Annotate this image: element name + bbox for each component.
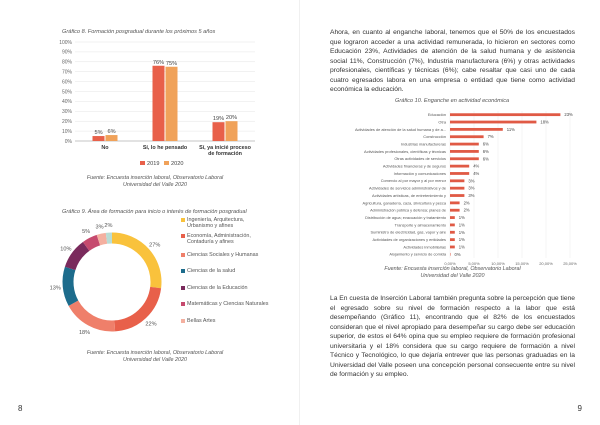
chart10-bar bbox=[450, 165, 469, 168]
chart8-title: Gráfico 8. Formación posgradual durante los próximos 5 años bbox=[62, 29, 216, 35]
chart10-data-label: 7% bbox=[487, 134, 494, 140]
chart9-slice bbox=[70, 246, 86, 268]
chart10-x-tick: 20,00% bbox=[539, 261, 553, 266]
chart8-y-tick: 10% bbox=[61, 128, 72, 135]
chart8-bar-2019 bbox=[213, 122, 225, 141]
chart8-data-label: 76% bbox=[152, 59, 165, 66]
chart9-slice bbox=[115, 288, 156, 326]
chart10-category-label: Educación bbox=[427, 112, 446, 118]
chart10-category-label: Agricultura, ganadería, caza, silvicultura y pesca bbox=[362, 200, 446, 206]
chart8-y-tick: 60% bbox=[61, 79, 72, 86]
chart10-bar bbox=[450, 157, 479, 160]
chart8-legend-swatch bbox=[140, 161, 145, 165]
chart8-data-label: 6% bbox=[107, 129, 116, 136]
chart10-bar bbox=[450, 187, 464, 190]
chart9-legend-label: Bellas Artes bbox=[187, 318, 216, 324]
chart10-data-label: 6% bbox=[482, 156, 489, 162]
chart10-bar bbox=[450, 231, 455, 234]
paragraph-formation-perception: La En cuesta de Inserción Laboral también pregunta sobre la percepción que tiene el egresado sobre su nivel de formación respecto a la labor que está desempeñando (Gráfico 11), encontrando que el 82% de los encuestados consideran que el nivel apropiado para desempeñar su cargo debe ser educación superior, de estos el 64% opina que su empleo requiere de formación profesional universitaria y el 18% considera que su cargo requiere de formación a nivel Técnico y Tecnológico, lo que dejaría entrever que las personas graduadas en la Universidad del Valle poseen una concepción personal consecuente entre su nivel de formación y su empleo. bbox=[330, 295, 576, 379]
chart8-caption-line2: Universidad del Valle 2020 bbox=[123, 182, 187, 189]
chart10-category-label: Actividades de organizaciones y entidades bbox=[372, 237, 446, 243]
chart10-data-label: 3% bbox=[468, 178, 475, 184]
chart9-legend-item bbox=[181, 233, 271, 246]
chart10-x-tick: 0,00% bbox=[444, 261, 456, 266]
chart9-legend-label: Ingeniería, Arquitectura, Urbanismo y afines bbox=[187, 217, 245, 230]
chart9-legend-item bbox=[181, 285, 271, 291]
chart10-bar bbox=[450, 135, 484, 138]
chart8-bar-2020 bbox=[106, 135, 118, 141]
chart10-data-label: 11% bbox=[506, 126, 515, 132]
chart10-data-label: 1% bbox=[458, 215, 465, 221]
chart10-x-tick: 5,00% bbox=[468, 261, 480, 266]
chart9-legend-item bbox=[181, 217, 271, 230]
chart10-category-label: Actividades inmobiliarias bbox=[403, 244, 446, 250]
chart10-data-label: 3% bbox=[468, 193, 475, 199]
chart8-category-label: Sí, lo he pensado bbox=[142, 145, 188, 151]
chart10-data-label: 23% bbox=[564, 112, 573, 118]
chart8-legend-label: 2020 bbox=[171, 161, 184, 167]
page-number-right: 9 bbox=[577, 404, 582, 413]
chart8-bar-2020 bbox=[166, 67, 178, 141]
chart10-caption-line2: Universidad del Valle 2020 bbox=[420, 273, 485, 280]
chart9-title: Gráfico 9. Área de formación para inicio o interés de formación posgradual bbox=[62, 209, 247, 215]
chart10-data-label: 18% bbox=[540, 119, 549, 125]
chart10-bar bbox=[450, 128, 503, 131]
chart8-caption bbox=[40, 175, 270, 190]
chart10-bar bbox=[450, 238, 455, 241]
chart8-y-tick: 50% bbox=[61, 89, 72, 96]
chart9-slice-label: 10% bbox=[60, 246, 72, 253]
chart8-y-tick: 100% bbox=[59, 39, 72, 46]
chart9-caption-line1: Fuente: Encuesta inserción laboral, Observatorio Laboral bbox=[86, 350, 224, 356]
chart9-slice-label: 18% bbox=[78, 329, 91, 336]
chart10-data-label: 6% bbox=[482, 148, 489, 154]
chart10-caption-line1: Fuente: Encuesta inserción laboral, Observatorio Laboral bbox=[384, 266, 521, 272]
chart10-category-label: Actividades de atención de la salud humana y de a... bbox=[354, 126, 446, 132]
chart9-slice-label: 5% bbox=[82, 229, 91, 236]
chart9-slice bbox=[68, 268, 73, 303]
chart9-legend-swatch bbox=[181, 319, 185, 323]
chart10-data-label: 4% bbox=[473, 163, 480, 169]
chart8-legend-label: 2019 bbox=[147, 161, 160, 167]
chart10-data-label: 1% bbox=[458, 222, 465, 228]
chart9-slice bbox=[98, 238, 106, 240]
chart10-x-tick: 25,00% bbox=[563, 261, 577, 266]
chart10-x-tick: 15,00% bbox=[515, 261, 529, 266]
chart10-x-tick: 10,00% bbox=[491, 261, 505, 266]
chart8-bar-chart bbox=[0, 35, 300, 180]
chart8-bar-2019 bbox=[93, 136, 105, 141]
chart9-legend-label: Ciencias Sociales y Humanas bbox=[187, 252, 259, 258]
chart8-bar-2020 bbox=[226, 121, 238, 141]
chart10-bar bbox=[450, 172, 469, 175]
chart10-category-label: Comercio al por mayor y al por menor bbox=[380, 178, 446, 184]
chart8-y-tick: 30% bbox=[61, 109, 72, 116]
chart10-bar bbox=[450, 113, 560, 116]
chart10-category-label: Información y comunicaciones bbox=[393, 170, 446, 176]
chart10-bar bbox=[450, 253, 451, 256]
chart9-legend-swatch bbox=[181, 253, 185, 257]
chart10-data-label: 4% bbox=[473, 170, 480, 176]
chart8-category-label: Sí, ya inicié proceso bbox=[199, 145, 251, 151]
chart10-category-label: Actividades artísticas, de entretenimiento y bbox=[372, 192, 446, 198]
chart10-bar bbox=[450, 201, 460, 204]
chart8-category-label: No bbox=[101, 145, 109, 151]
chart10-category-label: Suministro de electricidad, gas, vapor y aire bbox=[370, 229, 446, 235]
chart9-caption bbox=[40, 350, 270, 365]
chart9-legend-item bbox=[181, 301, 271, 307]
chart8-caption-line1: Fuente: Encuesta inserción laboral, Observatorio Laboral bbox=[86, 175, 224, 181]
chart10-horizontal-bar-chart bbox=[318, 107, 588, 267]
chart10-category-label: Otras actividades de servicios bbox=[394, 156, 446, 162]
chart10-bar bbox=[450, 179, 464, 182]
chart8-bar-2019 bbox=[153, 66, 165, 141]
right-page bbox=[300, 0, 600, 425]
chart9-legend-item bbox=[181, 318, 271, 324]
chart10-category-label: Administración pública y defensa; planes de bbox=[370, 207, 446, 213]
chart8-data-label: 75% bbox=[165, 60, 178, 67]
chart8-data-label: 5% bbox=[94, 130, 103, 137]
chart9-legend-swatch bbox=[181, 302, 185, 306]
chart10-bar bbox=[450, 224, 455, 227]
chart8-data-label: 20% bbox=[225, 115, 238, 122]
chart10-data-label: 3% bbox=[468, 185, 475, 191]
chart8-y-tick: 80% bbox=[61, 59, 72, 66]
chart10-data-label: 1% bbox=[458, 244, 465, 250]
chart9-legend-swatch bbox=[181, 218, 185, 222]
chart10-bar bbox=[450, 246, 455, 249]
chart9-slice-label: 13% bbox=[49, 285, 61, 292]
paragraph-economic-activity: Ahora, en cuanto al enganche laboral, tenemos que el 50% de los encuestados que lograron acceder a una actividad remunerada, lo hicieron en sectores como Educación 23%, Actividades de atención de la salud humana y de asistencia social 11%, Construcción (7%), Industria manufacturera (6%) y otras actividades profesionales, científicas y técnicas (6%); cabe resaltar que casi uno de cada cuatro egresados labora en una empresa o entidad que tiene como actividad económica la educación. bbox=[330, 29, 575, 94]
chart10-bar bbox=[450, 209, 460, 212]
chart8-y-tick: 40% bbox=[61, 99, 72, 106]
chart8-y-tick: 90% bbox=[61, 49, 72, 56]
chart9-legend-label: Ciencias de la Educación bbox=[187, 285, 248, 291]
chart9-legend-swatch bbox=[181, 234, 185, 238]
chart9-slice bbox=[86, 240, 98, 246]
chart9-legend-label: Ciencias de la salud bbox=[187, 268, 236, 274]
chart10-data-label: 2% bbox=[463, 200, 470, 206]
chart9-legend-item bbox=[181, 252, 271, 258]
chart10-data-label: 0% bbox=[454, 251, 461, 257]
chart9-legend-swatch bbox=[181, 269, 185, 273]
chart10-bar bbox=[450, 150, 479, 153]
chart9-slice-label: 2% bbox=[104, 223, 113, 230]
chart10-category-label: Distribución de agua; evacuación y tratamiento bbox=[365, 214, 446, 220]
chart10-category-label: Construcción bbox=[423, 134, 446, 140]
chart9-legend-label: Matemáticas y Ciencias Naturales bbox=[187, 301, 269, 307]
chart10-category-label: Otra bbox=[438, 119, 446, 125]
chart10-category-label: Actividades de servicios administrativos y de bbox=[369, 185, 446, 191]
chart10-category-label: Actividades financieras y de seguros bbox=[382, 163, 446, 169]
chart8-y-tick: 20% bbox=[61, 119, 72, 125]
chart10-title: Gráfico 10. Enganche en actividad económica bbox=[395, 98, 510, 104]
chart9-slice-label: 27% bbox=[149, 242, 161, 249]
chart9-legend-item bbox=[181, 268, 271, 274]
chart10-category-label: Transporte y almacenamiento bbox=[394, 222, 446, 228]
chart10-caption bbox=[330, 266, 575, 281]
chart9-caption-line2: Universidad del Valle 2020 bbox=[123, 357, 187, 364]
chart8-y-tick: 70% bbox=[61, 69, 72, 76]
chart10-bar bbox=[450, 216, 455, 219]
chart10-category-label: Actividades profesionales, científicas y técnicas bbox=[364, 148, 446, 154]
chart10-bar bbox=[450, 143, 479, 146]
chart10-bar bbox=[450, 121, 536, 124]
chart10-category-label: Alojamiento y servicio de comida bbox=[389, 251, 446, 257]
chart9-slice-label: 22% bbox=[145, 321, 157, 328]
chart10-data-label: 6% bbox=[482, 141, 489, 147]
chart10-bar bbox=[450, 194, 464, 197]
chart10-data-label: 1% bbox=[458, 237, 465, 243]
chart8-y-tick: 0% bbox=[64, 138, 72, 145]
chart8-category-label: de formación bbox=[208, 151, 242, 157]
chart8-legend-swatch bbox=[164, 161, 169, 165]
chart9-legend-swatch bbox=[181, 286, 185, 290]
chart10-category-label: Industrias manufactureras bbox=[401, 141, 446, 147]
chart9-legend-label: Economía, Administración, Contaduría y afines bbox=[187, 233, 251, 246]
chart9-slice-label: 3% bbox=[95, 224, 104, 231]
chart9-slice bbox=[73, 303, 114, 326]
chart8-data-label: 19% bbox=[212, 116, 225, 123]
chart10-data-label: 2% bbox=[463, 207, 470, 213]
page-number-left: 8 bbox=[18, 404, 23, 413]
chart10-data-label: 1% bbox=[458, 229, 465, 235]
